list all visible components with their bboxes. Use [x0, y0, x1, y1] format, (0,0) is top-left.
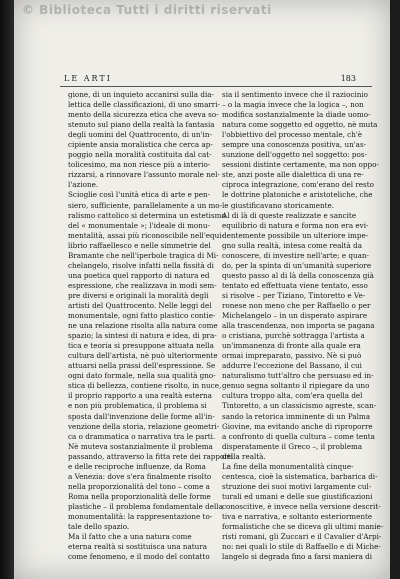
text-line: l'azione.: [68, 180, 99, 190]
text-line: degli uomini del Quattrocento, di un'in-: [68, 130, 212, 140]
text-line: cipiente ansia moralistica che cerca ap-: [68, 140, 213, 150]
text-line: ste, anzi poste alle dialettica di una re-: [222, 170, 364, 180]
text-line: stenuto sul piano della realtà la fantasia: [68, 120, 215, 130]
text-line: come fenomeno, e il modo del contatto: [68, 552, 210, 562]
text-line: – o la magia invece che la logica –, non: [222, 100, 364, 110]
text-line: naturalismo tutt'altro che persuaso ed in-: [222, 371, 374, 381]
text-line: si risolve – per Tiziano, Tintoretto e Ve-: [222, 290, 366, 300]
text-line: sunzione dell'oggetto nel soggetto: pos-: [222, 150, 367, 160]
text-line: conoscere, di investire nell'arte; e quan-: [222, 250, 369, 260]
text-line: le giustificavano storicamente.: [222, 200, 335, 210]
page-number: 183: [340, 74, 356, 83]
text-line: formalistiche che se diceva gli ultimi manie-: [222, 522, 384, 532]
left-text-column: [68, 90, 233, 562]
text-line: passando, attraverso la fitta rete dei rapporti: [68, 451, 233, 461]
text-line: equilibrio di natura e forma non era evi-: [222, 220, 369, 230]
text-line: a Venezia: dove s'era finalmente risolto: [68, 471, 212, 481]
text-line: La fine della monumentalità cinque-: [222, 461, 354, 471]
text-line: mento della sicurezza etica che aveva so-: [68, 110, 219, 120]
text-line: langelo si degrada fino a farsi maniera di: [222, 552, 373, 562]
text-line: Michelangelo – in un disperato aspirare: [222, 311, 368, 321]
text-line: conoscitive, è invece nella versione descrit-: [222, 501, 381, 511]
text-line: eterna realtà si sostituisca una natura: [68, 542, 208, 552]
text-line: ogni dato formale, nella sua qualità gno-: [68, 371, 216, 381]
text-line: ormai impreparato, passivo. Nè si può: [222, 351, 362, 361]
text-line: centesca, cioè la sistematica, barbarica di-: [222, 471, 378, 481]
text-line: poggio nella moralità costituita dal cat-: [68, 150, 212, 160]
text-line: Roma nella proporzionalità delle forme: [68, 491, 211, 501]
running-header: [60, 72, 372, 87]
text-line: ciproca integrazione, com'erano del resto: [222, 180, 374, 190]
text-line: questo passo al di là della conoscenza già: [222, 270, 374, 280]
text-line: nella proporzionalità del tono – come a: [68, 481, 210, 491]
text-line: Nè muteva sostanzialmente il problema: [68, 441, 213, 451]
text-line: cultura troppo alta, com'era quella del: [222, 391, 363, 401]
text-line: sia il sentimento invece che il raziocinio: [222, 90, 368, 99]
text-line: natura come soggetto ed oggetto, nè muta: [222, 120, 378, 130]
text-line: sando la retorica imminente di un Palma: [222, 411, 371, 421]
watermark: © Biblioteca Tutti i diritti riservati: [22, 3, 272, 17]
text-line: ne una relazione risolta alla natura come: [68, 321, 218, 331]
text-line: sposta dall'invenzione delle forme all'in-: [68, 411, 215, 421]
text-line: lettica delle classificazioni, di uno smarri-: [68, 100, 220, 110]
text-line: pre diversi e originali la moralità degli: [68, 290, 209, 300]
text-line: il proprio rapporto a una realtà esterna: [68, 391, 212, 401]
text-line: sempre una conoscenza positiva, un'as-: [222, 140, 367, 150]
text-line: monumentalità: la rappresentazione to-: [68, 511, 213, 521]
text-line: modifica sostanzialmente la diade uomo-: [222, 110, 371, 120]
text-line: espressione, che realizzava in modi sem-: [68, 280, 217, 290]
text-line: chelangelo, risolve infatti nella fissità di: [68, 260, 214, 270]
text-line: ca o drammatica o narrativa tra le parti.: [68, 431, 216, 441]
text-line: o cristiana, purchè sottragga l'artista a: [222, 331, 365, 341]
text-line: monumentale, ogni fatto plastico contie-: [68, 311, 216, 321]
text-line: Tintoretto, a un classicismo agreste, scan-: [222, 401, 377, 411]
text-line: cultura dell'artista, nè può ulteriormente: [68, 351, 218, 361]
text-line: ralismo cattolico si determina un estetismo: [68, 210, 226, 220]
text-line: Bramante che nell'iperbole tragica di Mi-: [68, 250, 219, 260]
text-line: e delle reciproche influenze, da Roma: [68, 461, 206, 471]
text-line: Giovine, ma evitando anche di riproporre: [222, 421, 373, 431]
text-line: artisti del Quattrocento. Nelle leggi del: [68, 300, 212, 310]
text-line: struzione dei suoi motivi largamente cul-: [222, 481, 372, 491]
text-line: tentato ed effettuata viene tentato, esso: [222, 280, 368, 290]
text-line: stica di bellezza, contiene risolto, in nuce,: [68, 381, 222, 391]
text-line: do, per la spinta di un'umanità superiore: [222, 260, 372, 270]
text-line: plastiche – il problema fondamentale della: [68, 501, 223, 511]
text-line: rizzarsi, a rinnovare l'assunto morale nel-: [68, 170, 220, 180]
text-line: attuarsi nella prassi dell'espressione. Se: [68, 361, 216, 371]
text-line: librio raffaellesco e nelle simmetrie del: [68, 240, 211, 250]
text-line: disperatamente il Greco –, il problema: [222, 441, 363, 451]
text-line: turali ed umani e delle sue giustificazioni: [222, 491, 373, 501]
text-line: della realtà.: [222, 451, 266, 461]
text-line: tica e teoria si presuppone attuata nella: [68, 341, 214, 351]
text-line: tolicesimo, ma non riesce più a interio-: [68, 160, 211, 170]
text-line: sessioni distinte certamente, ma non oppo-: [222, 160, 379, 170]
text-line: gno sulla realtà, intesa come realtà da: [222, 240, 362, 250]
text-line: ronese non meno che per Raffaello o per: [222, 300, 371, 310]
text-line: una poetica quel rapporto di natura ed: [68, 270, 210, 280]
right-text-column: [222, 90, 384, 562]
text-line: gione, di un inquieto accanirsi sulla dia-: [68, 90, 214, 99]
text-line: le dottrine platoniche e aristoteliche, che: [222, 190, 373, 200]
text-line: risti romani, gli Zuccari e il Cavalier d'Arpi-: [222, 532, 382, 542]
text-line: e non più problematica, il problema si: [68, 401, 207, 411]
text-line: venzione della storia, relazione geometri-: [68, 421, 220, 431]
text-line: tale dello spazio.: [68, 522, 130, 532]
text-line: mentalità, assai più riconoscibile nell'equi-: [68, 230, 225, 240]
text-line: dentemente possibile un ulteriore impe-: [222, 230, 369, 240]
book-binding: [0, 0, 14, 579]
text-line: a confronto di quella cultura – come tenta: [222, 431, 375, 441]
text-line: siero, sufficiente, parallelamente a un mo-: [68, 200, 223, 210]
text-line: genuo segna soltanto il ripiegare da uno: [222, 381, 370, 391]
text-line: Scioglie così l'unità etica di arte e pen-: [68, 190, 211, 200]
text-line: Ma il fatto che a una natura come: [68, 532, 192, 542]
header-title: LE ARTI: [64, 74, 112, 83]
text-line: alla trascendenza, non importa se pagana: [222, 321, 375, 331]
text-line: no: nei quali lo stile di Raffaello e di Miche-: [222, 542, 381, 552]
text-line: addurre l'eccezione del Bassano, il cui: [222, 361, 362, 371]
text-line: tiva e narrativa, e soltanto esteriormente: [222, 511, 373, 521]
text-line: un'immanenza di fronte alla quale era: [222, 341, 361, 351]
text-line: l'obbiettivo del processo mentale, ch'è: [222, 130, 363, 140]
text-line: del « monumentale »; l'ideale di monu-: [68, 220, 210, 230]
text-line: Al di là di queste realizzate e sancite: [222, 210, 357, 220]
text-line: spazio; la sintesi di natura e idea, di pra-: [68, 331, 217, 341]
